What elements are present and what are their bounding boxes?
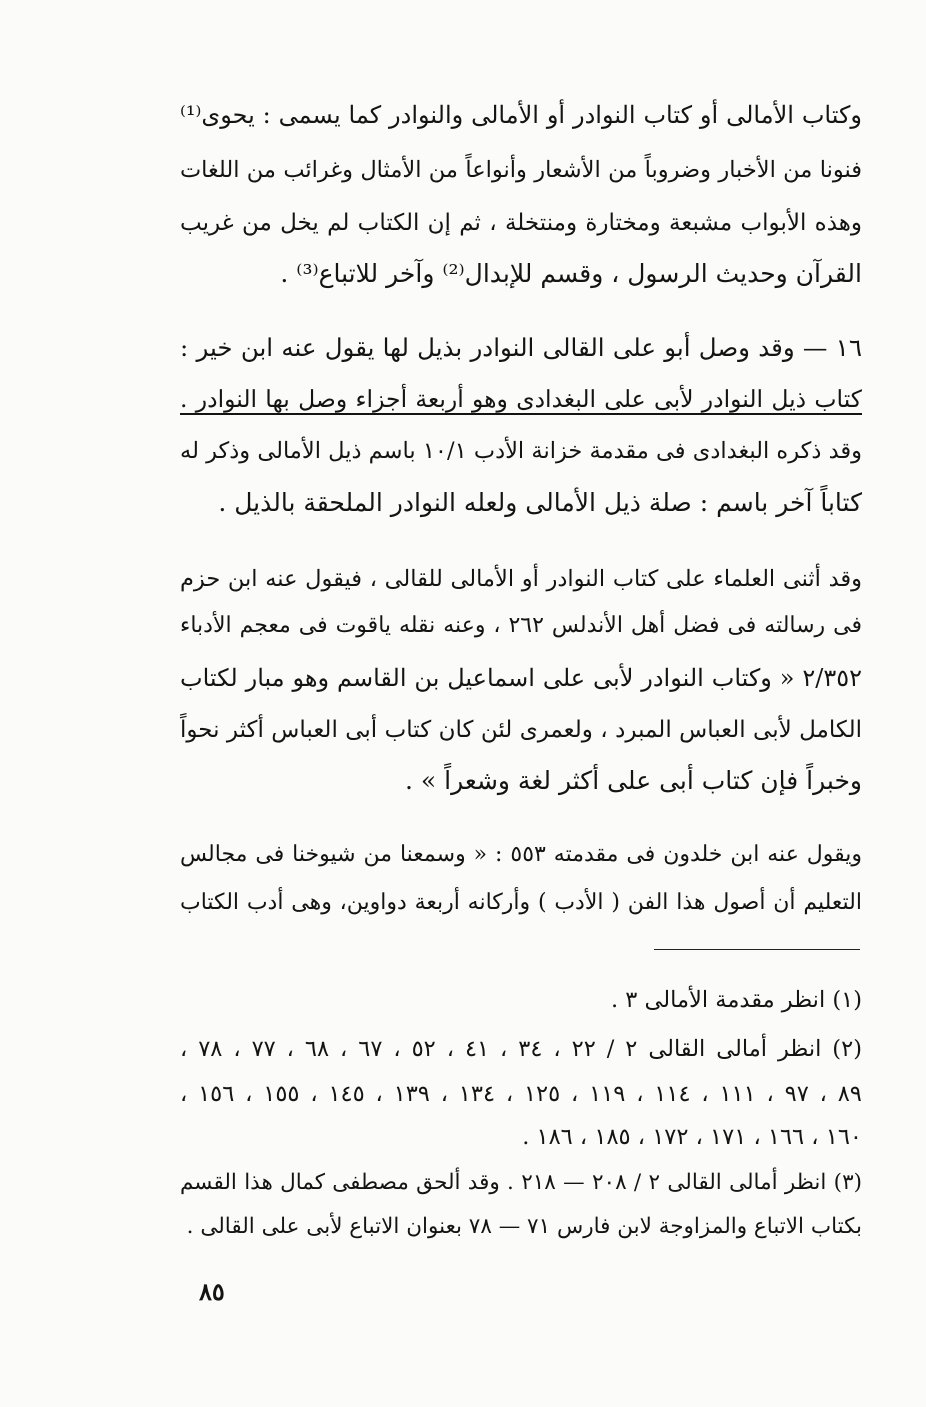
footnote-line: بكتاب الاتباع والمزاوجة لابن فارس ٧١ — ٧٨ بعنوان الاتباع لأبى على القالى . — [186, 1214, 862, 1239]
footnote-line: (٢) انظر أمالى القالى ٢ / ٢٢ ، ٣٤ ، ٤١ ، ٥٢ ، ٦٧ ، ٦٨ ، ٧٧ ، ٧٨ ، — [180, 1036, 862, 1062]
page-number: ٨٥ — [199, 1277, 225, 1306]
paragraph-line: وقد ذكره البغدادى فى مقدمة خزانة الأدب ١٠/١ باسم ذيل الأمالى وذكر له — [180, 438, 862, 464]
paragraph-line: فى رسالته فى فضل أهل الأندلس ٢٦٢ ، وعنه نقله ياقوت فى معجم الأدباء — [180, 613, 862, 638]
footnote-separator — [654, 949, 860, 950]
footnote-line: ١٦٠ ، ١٦٦ ، ١٧١ ، ١٧٢ ، ١٨٥ ، ١٨٦ . — [522, 1124, 862, 1150]
paragraph-line: وخبراً فإن كتاب أبى على أكثر لغة وشعراً » . — [405, 766, 862, 795]
paragraph-line: التعليم أن أصول هذا الفن ( الأدب ) وأركانه أربعة دواوين، وهى أدب الكتاب — [180, 890, 862, 915]
paragraph-line: الكامل لأبى العباس المبرد ، ولعمرى لئن كان كتاب أبى العباس أكثر نحواً — [180, 717, 862, 743]
paragraph-line — [180, 382, 862, 418]
paragraph-line: ٢/٣٥٢ « وكتاب النوادر لأبى على اسماعيل بن القاسم وهو مبار لكتاب — [180, 664, 862, 692]
footnote-line: ٨٩ ، ٩٧ ، ١١١ ، ١١٤ ، ١١٩ ، ١٢٥ ، ١٣٤ ، ١٣٩ ، ١٤٥ ، ١٥٥ ، ١٥٦ ، — [180, 1081, 862, 1107]
underlined-title: كتاب ذيل النوادر لأبى على البغدادى وهو أربعة أجزاء وصل بها النوادر . — [180, 385, 862, 413]
paragraph-line: ١٦ — وقد وصل أبو على القالى النوادر بذيل لها يقول عنه ابن خير : — [180, 333, 862, 362]
paragraph-line: وهذه الأبواب مشبعة ومختارة ومنتخلة ، ثم إن الكتاب لم يخل من غريب — [180, 210, 862, 236]
footnote-line: (٣) انظر أمالى القالى ٢ / ٢٠٨ — ٢١٨ . وقد ألحق مصطفى كمال هذا القسم — [180, 1170, 863, 1195]
paragraph-line: فنونا من الأخبار وضروباً من الأشعار وأنواعاً من الأمثال وغرائب من اللغات — [180, 157, 862, 183]
paragraph-line: ويقول عنه ابن خلدون فى مقدمته ٥٥٣ : « وسمعنا من شيوخنا فى مجالس — [180, 842, 862, 867]
paragraph-line: القرآن وحديث الرسول ، وقسم للإبدال⁽²⁾ وآخر للاتباع⁽³⁾ . — [280, 259, 862, 288]
paragraph-line: كتاباً آخر باسم : صلة ذيل الأمالى ولعله النوادر الملحقة بالذيل . — [218, 488, 862, 517]
paragraph-line: وكتاب الأمالى أو كتاب النوادر أو الأمالى والنوادر كما يسمى : يحوى⁽¹⁾ — [180, 101, 862, 129]
footnote-line: (١) انظر مقدمة الأمالى ٣ . — [610, 987, 862, 1013]
paragraph-line: وقد أثنى العلماء على كتاب النوادر أو الأمالى للقالى ، فيقول عنه ابن حزم — [180, 566, 862, 592]
